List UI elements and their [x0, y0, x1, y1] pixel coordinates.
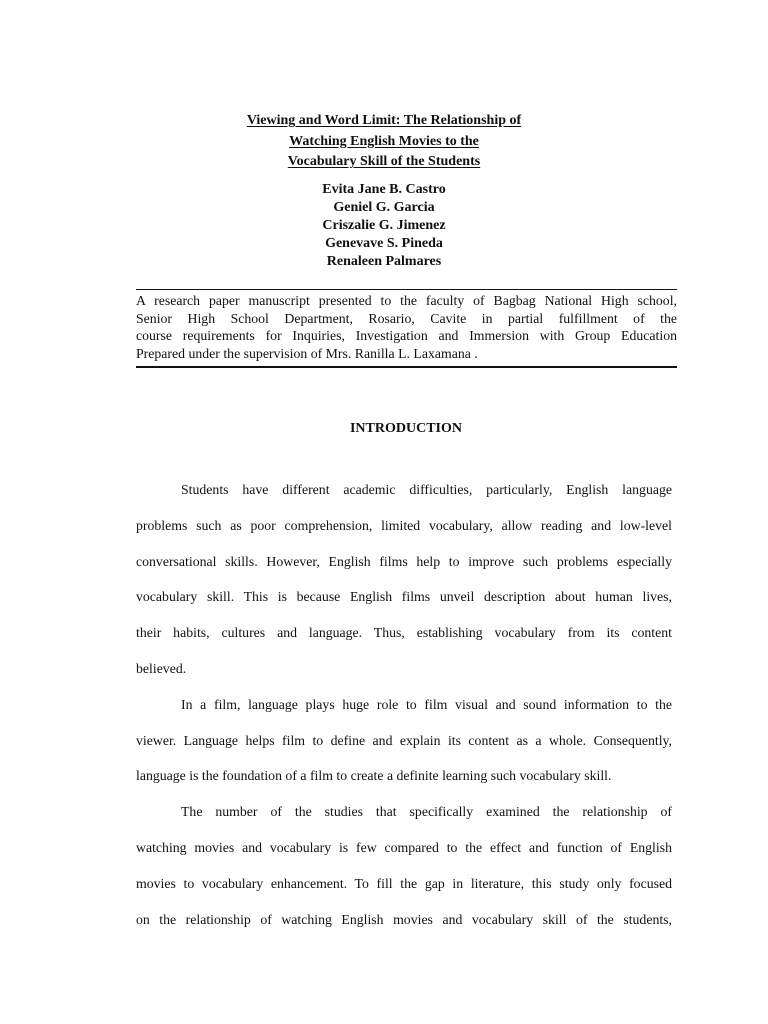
author-name: Geniel G. Garcia — [333, 200, 435, 215]
author-name: Criszalie G. Jimenez — [322, 218, 446, 233]
author-name: Evita Jane B. Castro — [322, 182, 446, 197]
body-text — [136, 472, 672, 937]
body-line: watching movies and vocabulary is few compared to the effect and function of English — [136, 839, 672, 855]
paper-title — [0, 111, 768, 173]
body-line: In a film, language plays huge role to film visual and sound information to the — [181, 696, 672, 712]
section-heading: INTRODUCTION — [349, 421, 462, 436]
body-line: movies to vocabulary enhancement. To fill the gap in literature, this study only focused — [136, 875, 672, 891]
body-line: conversational skills. However, English films help to improve such problems especially — [136, 553, 672, 569]
body-line: Students have different academic difficulties, particularly, English language — [181, 482, 672, 497]
title-line: Vocabulary Skill of the Students — [287, 154, 481, 169]
body-line: on the relationship of watching English movies and vocabulary skill of the students, — [136, 911, 672, 927]
author-list — [0, 181, 768, 271]
statement-line: Prepared under the supervision of Mrs. Ranilla L. Laxamana . — [136, 345, 478, 361]
statement-line: course requirements for Inquiries, Investigation and Immersion with Group Education — [136, 328, 677, 343]
body-line: viewer. Language helps film to define and explain its content as a whole. Consequently, — [136, 732, 672, 748]
author-name: Genevave S. Pineda — [325, 236, 443, 251]
title-line: Watching English Movies to the — [289, 133, 479, 149]
statement-line: Senior High School Department, Rosario, Cavite in partial fulfillment of the — [136, 310, 677, 326]
body-line: language is the foundation of a film to create a definite learning such vocabulary skill. — [136, 768, 612, 784]
body-line: problems such as poor comprehension, limited vocabulary, allow reading and low-level — [136, 517, 672, 533]
body-line: believed. — [136, 660, 187, 676]
author-name: Renaleen Palmares — [326, 254, 442, 269]
body-line: vocabulary skill. This is because English films unveil description about human lives, — [136, 589, 672, 605]
submission-statement — [136, 289, 677, 368]
statement-line: A research paper manuscript presented to the faculty of Bagbag National High school, — [136, 293, 677, 308]
body-line: their habits, cultures and language. Thus, establishing vocabulary from its content — [136, 625, 672, 641]
body-line: The number of the studies that specifically examined the relationship of — [181, 804, 672, 820]
title-line: Viewing and Word Limit: The Relationship of — [246, 113, 522, 128]
